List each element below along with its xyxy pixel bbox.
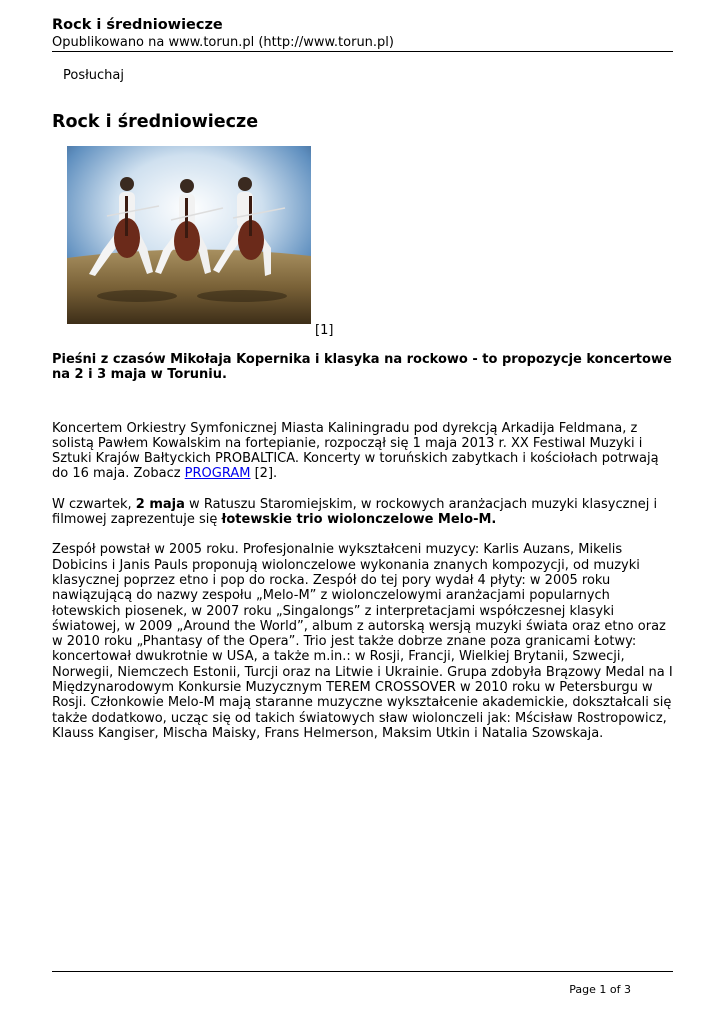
paragraph-concert-text-b: w Ratuszu Staromiejskim, w rockowych aranżacjach muzyki klasycznej i filmowej zaprezentuje się xyxy=(52,496,658,528)
footer-divider xyxy=(52,971,673,972)
listen-link[interactable]: Posłuchaj xyxy=(63,68,125,83)
photo-footnote-ref: [1] xyxy=(315,323,334,338)
program-footnote-ref: [2]. xyxy=(250,466,278,482)
site-title: Rock i średniowiecze xyxy=(52,17,223,33)
article-photo xyxy=(67,146,311,324)
published-line: Opublikowano na www.torun.pl (http://www.torun.pl) xyxy=(52,35,394,50)
article-lead: Pieśni z czasów Mikołaja Kopernika i klasyka na rockowo - to propozycje koncertowe na 2 i 3 maja w Toruniu. xyxy=(52,352,672,383)
paragraph-festival-text: Koncertem Orkiestry Symfonicznej Miasta Kaliningradu pod dyrekcją Arkadija Feldmana, z solistą Pawłem Kowalskim na fortepianie, rozpoczął się 1 maja 2013 r. XX Festiwal Muzyki i Sztuki Krajów Bałtyckich PROBALTICA. Koncerty w toruńskich zabytkach i kościołach potrwają do 16 maja. Zobacz xyxy=(52,420,659,482)
paragraph-concert xyxy=(52,497,673,528)
document-header xyxy=(52,16,673,51)
program-link[interactable]: PROGRAM xyxy=(184,466,251,482)
header-divider xyxy=(52,51,673,52)
article-body xyxy=(52,352,673,756)
trio-name: łotewskie trio wiolonczelowe Melo-M. xyxy=(221,512,497,528)
article-title: Rock i średniowiecze xyxy=(52,112,259,132)
paragraph-band: Zespół powstał w 2005 roku. Profesjonalnie wykształceni muzycy: Karlis Auzans, Mikelis Dobicins i Janis Pauls proponują wiolonczelowe wykonania znanych kompozycji, od muzyki klasycznej poprzez etno i pop do rocka. Zespół do tej pory wydał 4 płyty: w 2005 roku nawiązującą do nazwy zespołu „Melo-M” z wiolonczelowymi aranżacjami popularnych łotewskich piosenek, w 2007 roku „Singalongs” z interpretacjami współczesnej klasyki światowej, w 2009 „Around the World”, album z autorską wersją muzyki świata oraz etno oraz w 2010 roku „Phantasy of the Opera”. Trio jest także dobrze znane poza granicami Łotwy: koncertował dwukrotnie w USA, a także m.in.: w Rosji, Francji, Wielkiej Brytanii, Szwecji, Norwegii, Niemczech Estonii, Turcji oraz na Litwie i Ukrainie. Grupa zdobyła Brązowy Medal na I Międzynarodowym Konkursie Muzycznym TEREM CROSSOVER w 2010 roku w Petersburgu w Rosji. Członkowie Melo-M mają staranne muzyczne wykształcenie akademickie, dokształcali się także dodatkowo, ucząc się od takich światowych sław wiolonczeli jak: Mścisław Rostropowicz, Klauss Kangiser, Mischa Maisky, Frans Helmerson, Maksim Utkin i Natalia Szowskaja. xyxy=(52,542,673,741)
paragraph-festival xyxy=(52,421,673,482)
concert-date: 2 maja xyxy=(135,496,185,512)
page-number: Page 1 of 3 xyxy=(569,983,631,996)
paragraph-concert-text-a: W czwartek, xyxy=(52,496,136,512)
